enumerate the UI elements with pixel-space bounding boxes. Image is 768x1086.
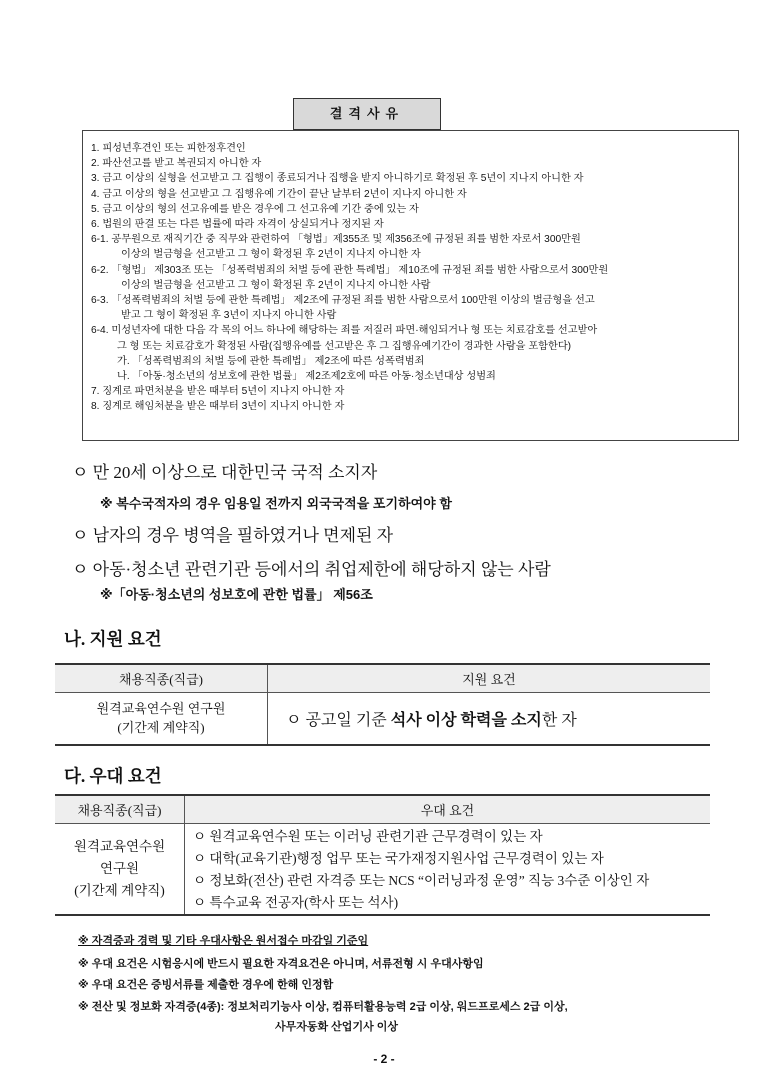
dual-citizenship-note: ※ 복수국적자의 경우 임용일 전까지 외국국적을 포기하여야 함 <box>100 496 452 511</box>
note-it-certificates: ※ 전산 및 정보화 자격증(4종): 정보처리기능사 이상, 컴퓨터활용능력 2급 이상, 워드프로세스 2급 이상, <box>78 1001 568 1013</box>
preferred-requirements-table <box>55 794 710 916</box>
job-type-line: (기간제 계약직) <box>74 883 165 898</box>
table-cell-preferences <box>185 824 711 916</box>
table-header-job: 채용직종(직급) <box>55 795 185 824</box>
requirement-suffix: 한 자 <box>541 711 577 729</box>
disqualification-item: 6-4. 미성년자에 대한 다음 각 목의 어느 하나에 해당하는 죄를 저질러 파면·해임되거나 형 또는 치료감호를 선고받아 <box>91 325 598 337</box>
table-cell-job <box>55 693 268 745</box>
disqualification-item: 8. 징계로 해임처분을 받은 때부터 3년이 지나지 아니한 자 <box>91 401 345 413</box>
requirement-employment-restriction: ㅇ 아동·청소년 관련기관 등에서의 취업제한에 해당하지 않는 사람 <box>72 560 551 579</box>
disqualification-item: 7. 징계로 파면처분을 받은 때부터 5년이 지나지 아니한 자 <box>91 386 345 398</box>
disqualification-item: 가. 「성폭력범죄의 처벌 등에 관한 특례법」 제2조에 따른 성폭력범죄 <box>117 355 425 367</box>
disqualification-item: 4. 금고 이상의 형을 선고받고 그 집행유예 기간이 끝난 날부터 2년이 지나지 아니한 자 <box>91 188 467 200</box>
preference-item: ㅇ 정보화(전산) 관련 자격증 또는 NCS “이러닝과정 운영” 직능 3수준 이상인 자 <box>193 873 650 888</box>
job-title-line: 원격교육연수원 연구원 <box>96 701 226 717</box>
job-title-line-2: 연구원 <box>99 861 140 876</box>
disqualification-item: 6-3. 「성폭력범죄의 처벌 등에 관한 특례법」 제2조에 규정된 죄를 범한 사람으로서 100만원 이상의 벌금형을 선고 <box>91 295 595 307</box>
disqualification-title: 결격사유 <box>293 98 441 130</box>
section-title-preferred-requirements: 다. 우대 요건 <box>64 766 162 786</box>
table-header-requirements: 지원 요건 <box>268 664 711 693</box>
table-header-preferences: 우대 요건 <box>185 795 711 824</box>
disqualification-item: 6-2. 「형법」 제303조 또는 「성폭력범죄의 처벌 등에 관한 특례법」 제10조에 규정된 죄를 범한 사람으로서 300만원 <box>91 264 609 276</box>
disqualification-item: 6. 법원의 판결 또는 다른 법률에 따라 자격이 상실되거나 정지된 자 <box>91 219 384 231</box>
disqualification-item: 나. 「아동·청소년의 성보호에 관한 법률」 제2조제2호에 따른 아동·청소년대상 성범죄 <box>117 371 496 383</box>
note-it-certificates-cont: 사무자동화 산업기사 이상 <box>275 1021 398 1033</box>
disqualification-item: 이상의 벌금형을 선고받고 그 형이 확정된 후 2년이 지나지 아니한 자 <box>121 249 421 261</box>
job-type-line: (기간제 계약직) <box>117 720 205 736</box>
requirement-military: ㅇ 남자의 경우 병역을 필하였거나 면제된 자 <box>72 526 394 545</box>
table-cell-job <box>55 824 185 916</box>
job-title-line: 원격교육연수원 <box>73 839 166 854</box>
disqualification-box <box>82 130 739 441</box>
disqualification-item: 그 형 또는 치료감호가 확정된 사람(집행유예를 선고받은 후 그 집행유예기간이 경과한 사람을 포함한다) <box>117 340 572 352</box>
disqualification-item: 1. 피성년후견인 또는 피한정후견인 <box>91 143 246 154</box>
disqualification-item: 이상의 벌금형을 선고받고 그 형이 확정된 후 2년이 지나지 아니한 사람 <box>121 279 431 291</box>
note-evidence-required: ※ 우대 요건은 증빙서류를 제출한 경우에 한해 인정함 <box>78 979 334 991</box>
disqualification-item: 3. 금고 이상의 실형을 선고받고 그 집행이 종료되거나 집행을 받지 아니하기로 확정된 후 5년이 지나지 아니한 자 <box>91 173 584 185</box>
section-title-application-requirements: 나. 지원 요건 <box>64 629 162 649</box>
disqualification-item: 2. 파산선고를 받고 복권되지 아니한 자 <box>91 158 262 170</box>
note-preference-not-required: ※ 우대 요건은 시험응시에 반드시 필요한 자격요건은 아니며, 서류전형 시 우대사항임 <box>78 958 484 970</box>
preference-item: ㅇ 대학(교육기관)행정 업무 또는 국가재정지원사업 근무경력이 있는 자 <box>193 851 604 866</box>
preference-item: ㅇ 원격교육연수원 또는 이러닝 관련기관 근무경력이 있는 자 <box>193 829 543 844</box>
requirement-prefix: ㅇ 공고일 기준 <box>286 711 391 729</box>
youth-protection-law-note: ※「아동·청소년의 성보호에 관한 법률」 제56조 <box>100 587 373 602</box>
disqualification-item: 받고 그 형이 확정된 후 3년이 지나지 아니한 사람 <box>121 310 337 322</box>
application-requirements-table <box>55 663 710 746</box>
page-number: - 2 - <box>373 1052 395 1066</box>
preference-item: ㅇ 특수교육 전공자(학사 또는 석사) <box>193 895 399 910</box>
requirement-age-nationality: ㅇ 만 20세 이상으로 대한민국 국적 소지자 <box>72 463 378 482</box>
disqualification-item: 5. 금고 이상의 형의 선고유예를 받은 경우에 그 선고유예 기간 중에 있는 자 <box>91 203 419 215</box>
disqualification-item: 6-1. 공무원으로 재직기간 중 직무와 관련하여 「형법」제355조 및 제356조에 규정된 죄를 범한 자로서 300만원 <box>91 234 581 246</box>
table-header-job: 채용직종(직급) <box>55 664 268 693</box>
requirement-degree: 석사 이상 학력을 소지 <box>390 711 542 729</box>
note-qualification-deadline: ※ 자격증과 경력 및 기타 우대사항은 원서접수 마감일 기준임 <box>78 935 369 947</box>
table-cell-requirement <box>268 693 711 745</box>
